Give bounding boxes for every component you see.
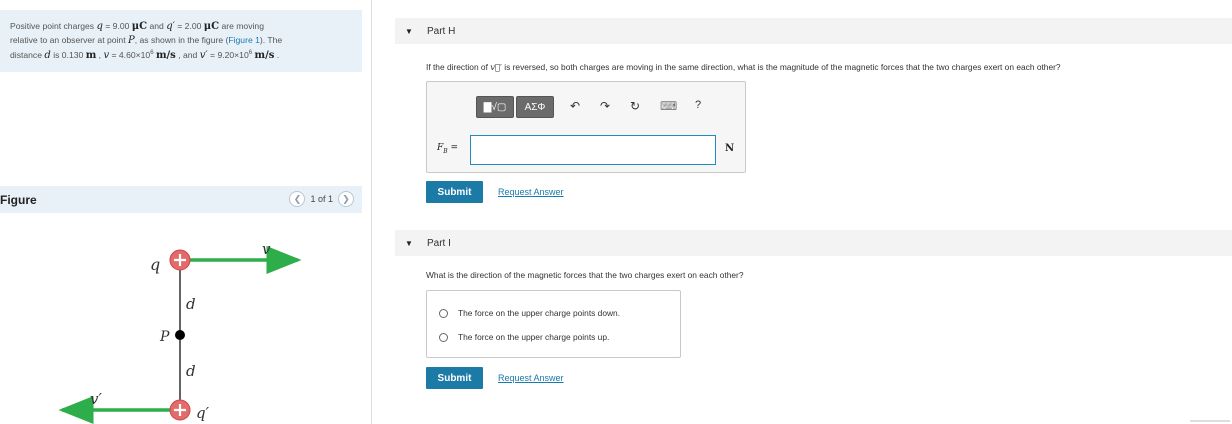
label-qprime: q′ bbox=[196, 404, 210, 422]
keyboard-icon[interactable]: ⌨ bbox=[660, 99, 678, 113]
radio-button[interactable] bbox=[439, 309, 448, 318]
part-h-header[interactable] bbox=[395, 18, 1232, 44]
label-d-upper: d bbox=[186, 295, 196, 313]
figure-header bbox=[0, 186, 362, 213]
part-i-question: What is the direction of the magnetic forces that the two charges exert on each other? bbox=[426, 270, 744, 280]
answer-input[interactable] bbox=[470, 135, 716, 165]
prev-figure-button[interactable]: ❮ bbox=[289, 191, 305, 207]
scroll-indicator bbox=[1190, 420, 1230, 422]
option-up[interactable]: The force on the upper charge points up. bbox=[439, 332, 609, 342]
label-p: P bbox=[160, 329, 170, 345]
answer-options bbox=[426, 290, 681, 358]
part-i-submit-button[interactable]: Submit bbox=[426, 367, 483, 389]
part-i-header[interactable] bbox=[395, 230, 1232, 256]
charges-figure bbox=[0, 214, 362, 424]
collapse-caret-icon[interactable]: ▼ bbox=[405, 238, 413, 248]
reset-icon[interactable]: ↻ bbox=[630, 99, 641, 113]
part-i-label: Part I bbox=[427, 237, 451, 249]
unit-label: N bbox=[725, 143, 735, 154]
pager-text: 1 of 1 bbox=[310, 194, 333, 204]
part-h-label: Part H bbox=[427, 25, 456, 37]
option-down[interactable]: The force on the upper charge points down. bbox=[439, 308, 620, 318]
figure-pager bbox=[289, 191, 354, 207]
part-h-submit-button[interactable]: Submit bbox=[426, 181, 483, 203]
templates-button[interactable]: ▇√▢ bbox=[476, 96, 514, 118]
charge-q bbox=[170, 250, 190, 270]
answer-editor bbox=[426, 81, 746, 173]
next-figure-button[interactable]: ❯ bbox=[338, 191, 354, 207]
radio-button[interactable] bbox=[439, 333, 448, 342]
help-icon[interactable]: ? bbox=[695, 99, 702, 111]
part-h-request-answer-link[interactable]: Request Answer bbox=[498, 187, 564, 197]
figure-link[interactable]: Figure 1 bbox=[228, 34, 260, 45]
undo-icon[interactable]: ↶ bbox=[570, 99, 581, 113]
figure-title: Figure bbox=[0, 193, 37, 207]
collapse-caret-icon[interactable]: ▼ bbox=[405, 26, 413, 36]
greek-symbols-button[interactable]: ΑΣΦ bbox=[516, 96, 554, 118]
problem-panel bbox=[0, 0, 372, 424]
problem-statement: Positive point charges q = 9.00 μC and q′ = 2.00 μC are moving relative to an observer at point P, as shown in the figure (Figure 1). The distance d is 0.130 m , $v = 4.60\times 10^6$ m/s , and $v' = 9.20\times 10^6$ m/s . bbox=[0, 10, 362, 72]
parts-panel bbox=[395, 0, 1232, 424]
redo-icon[interactable]: ↷ bbox=[600, 99, 611, 113]
label-v: v bbox=[262, 240, 271, 258]
part-i-request-answer-link[interactable]: Request Answer bbox=[498, 373, 564, 383]
label-q: q bbox=[150, 255, 161, 274]
charge-qprime bbox=[170, 400, 190, 420]
part-h-question: If the direction of v⃗′ is reversed, so both charges are moving in the same direction, what is the magnitude of the magnetic forces that the two charges exert on each other? bbox=[426, 62, 1061, 72]
label-d-lower: d bbox=[186, 362, 196, 380]
fb-label: $F_B$ = bbox=[437, 143, 459, 155]
label-vprime: v′ bbox=[90, 390, 102, 408]
point-p bbox=[175, 330, 185, 340]
